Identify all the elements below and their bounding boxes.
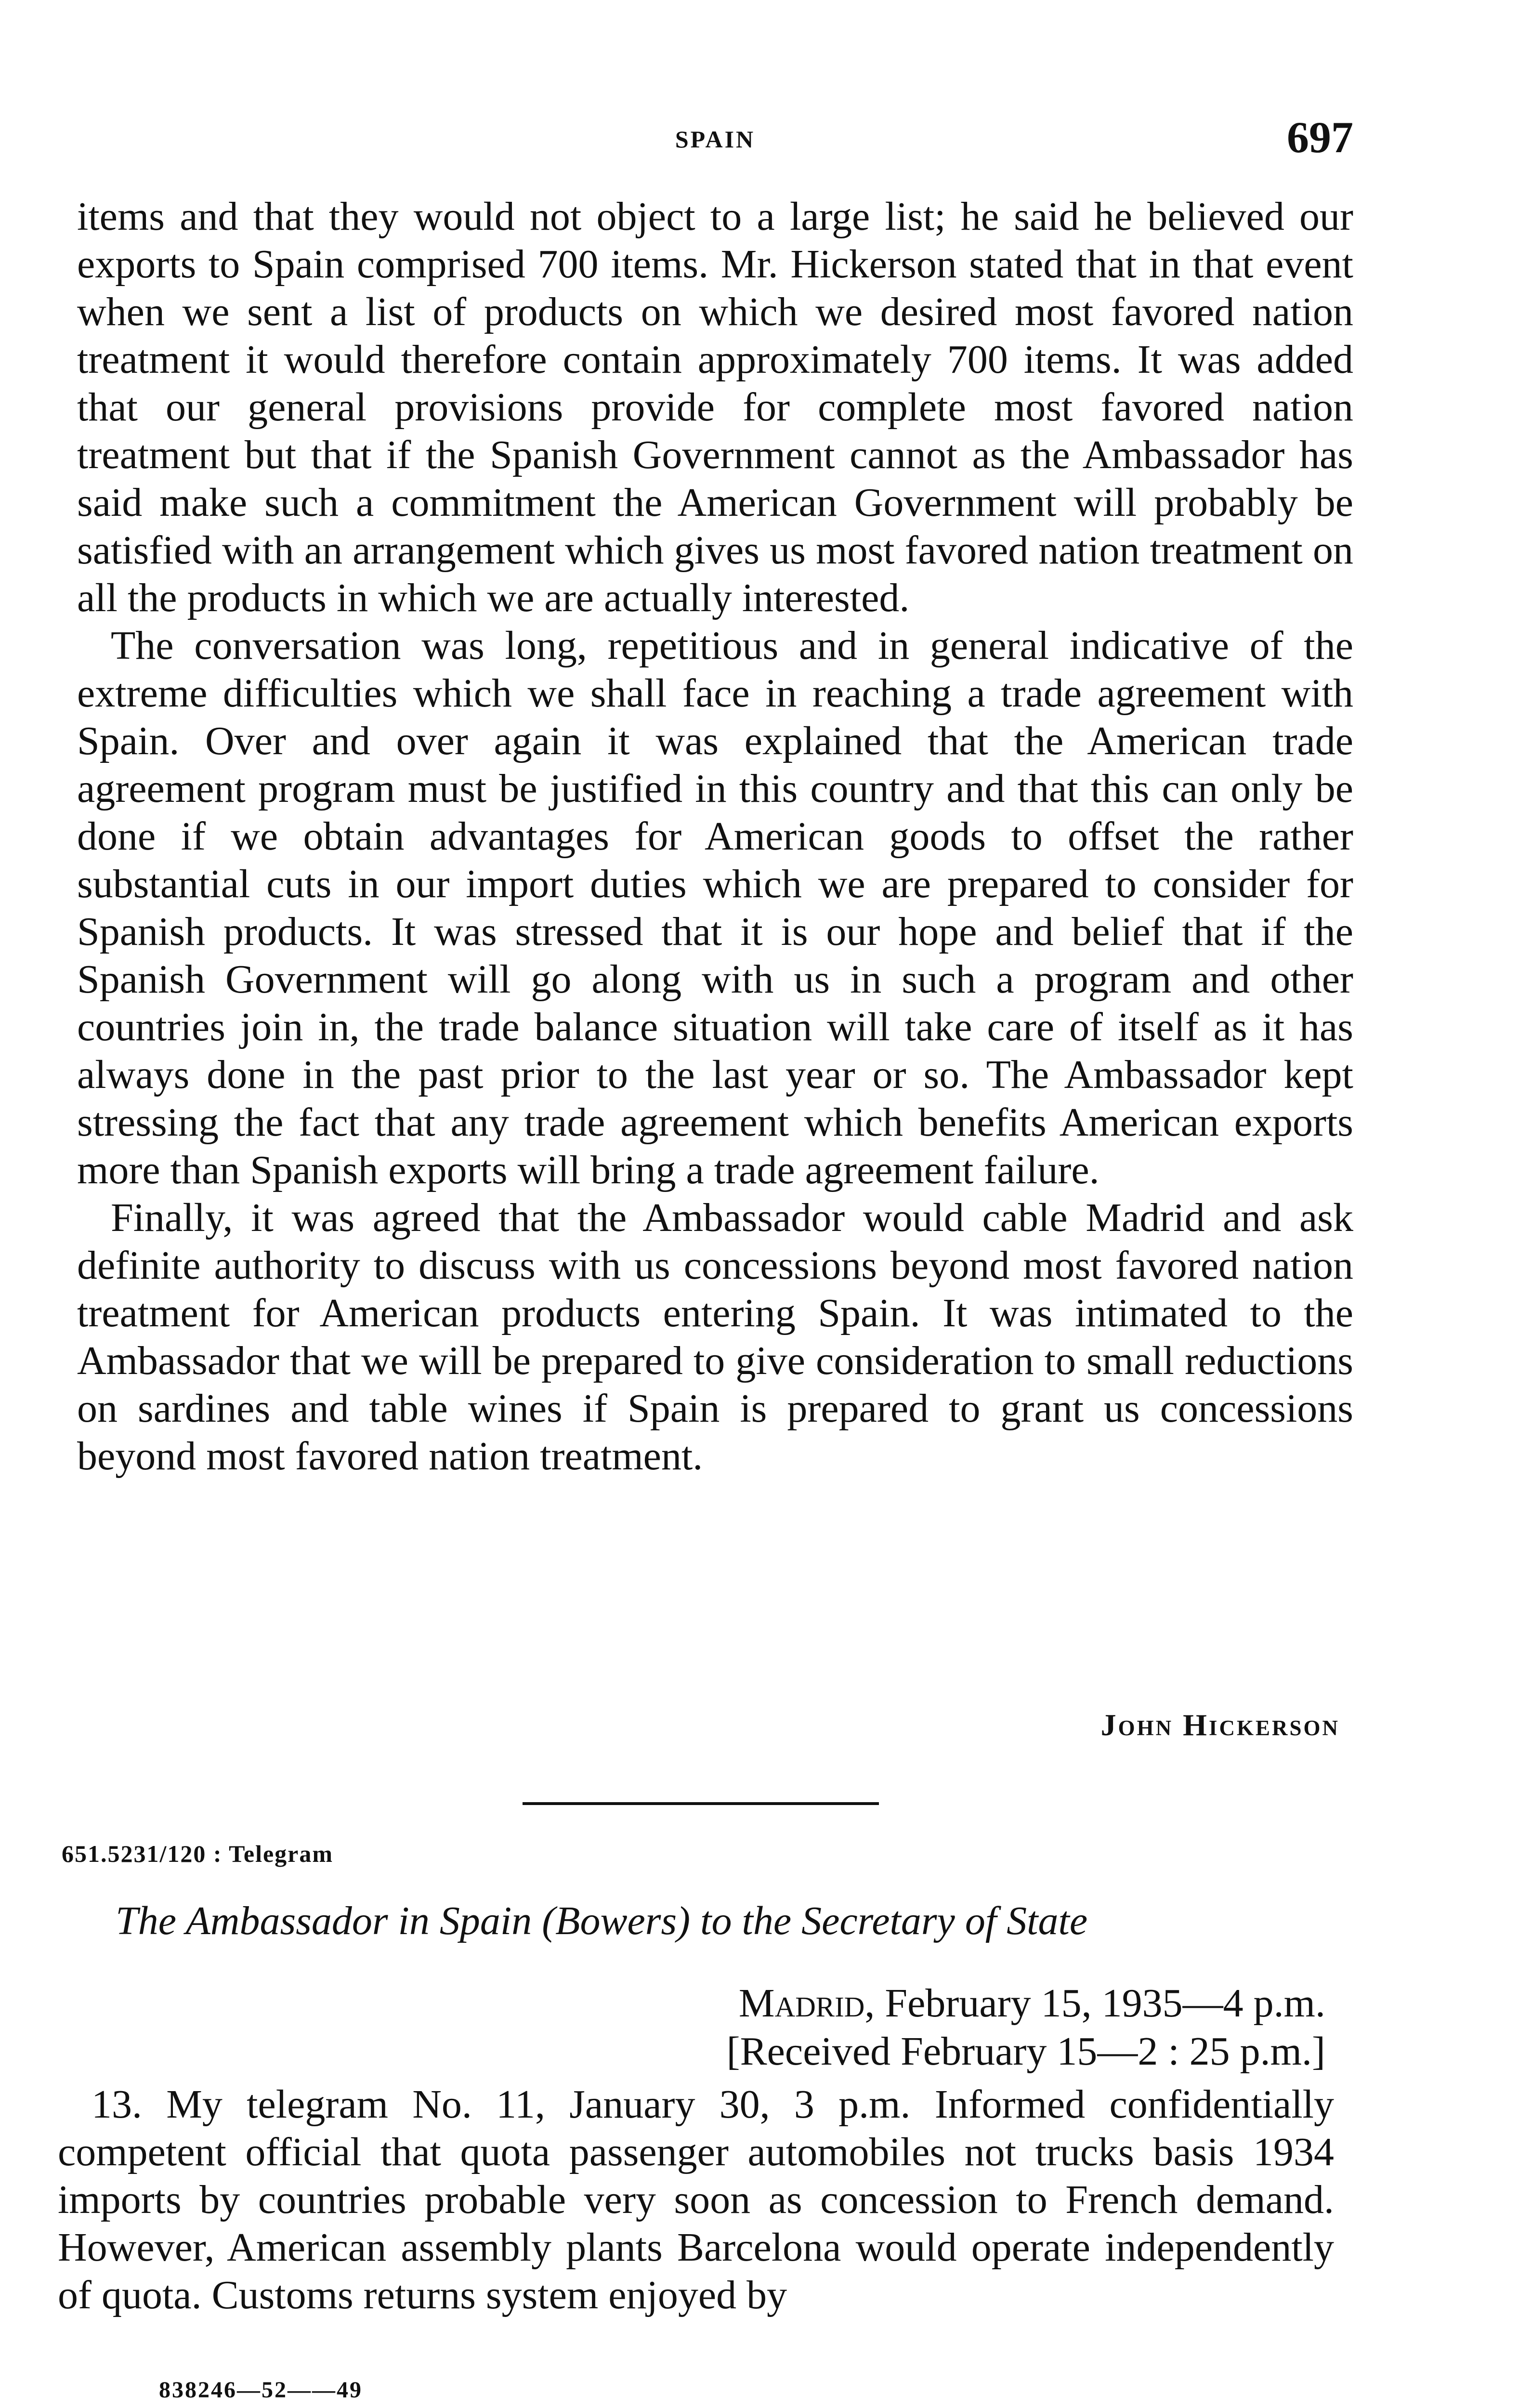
paragraph-continuation: items and that they would not object to a large list; he said he believed our exports to Spain comprised 700 items. Mr. Hickerson stated that in that event when we sent a list of products on which we desired most favored nation treatment it would therefore contain approximately 700 items. It was added that our general provisions provide for complete most favored nation treatment but that if the Spanish Government cannot as the Ambassador has said make such a commitment the American Government will probably be satisfied with an arrangement which gives us most favored nation treatment on all the products in which we are actually interested. [77,194,1353,620]
running-head [77,112,1353,174]
printer-mark: 838246—52——49 [159,2377,363,2403]
received-line: [Received February 15—2 : 25 p.m.] [726,2029,1325,2074]
file-reference: 651.5231/120 : Telegram [62,1840,334,1867]
page-number: 697 [1287,113,1353,162]
dateline-line [727,1979,1325,2028]
dateline-date: , February 15, 1935—4 p.m. [864,1981,1325,2026]
signature: John Hickerson [1100,1708,1340,1742]
document-heading: The Ambassador in Spain (Bowers) to the Secretary of State [116,1898,1088,1943]
telegram-text [58,2081,1334,2319]
dateline [727,1979,1325,2076]
dateline-place: Madrid [738,1981,865,2026]
body-text [77,193,1353,1480]
running-title: SPAIN [675,126,756,153]
paragraph-conversation: The conversation was long, repetitious and in general indicative of the extreme difficulties which we shall face in reaching a trade agreement with Spain. Over and over again it was explained that the American trade agreement program must be justified in this country and that this can only be done if we obtain advantages for American goods to offset the rather substantial cuts in our import duties which we are prepared to consider for Spanish products. It was stressed that it is our hope and belief that if the Spanish Government will go along with us in such a program and other countries join in, the trade balance situation will take care of itself as it has always done in the past prior to the last year or so. The Ambassador kept stressing the fact that any trade agreement which benefits American exports more than Spanish exports will bring a trade agreement failure. [77,623,1353,1192]
telegram-paragraph: 13. My telegram No. 11, January 30, 3 p.m. Informed confidentially competent official that quota passenger automobiles not trucks basis 1934 imports by countries probable very soon as concession to French demand. However, American assembly plants Barcelona would operate independently of quota. Customs returns system enjoyed by [58,2082,1334,2317]
paragraph-finally: Finally, it was agreed that the Ambassador would cable Madrid and ask definite authority to discuss with us concessions beyond most favored nation treatment for American products entering Spain. It was intimated to the Ambassador that we will be prepared to give consideration to small reductions on sardines and table wines if Spain is prepared to grant us concessions beyond most favored nation treatment. [77,1195,1353,1479]
section-divider [523,1802,879,1805]
